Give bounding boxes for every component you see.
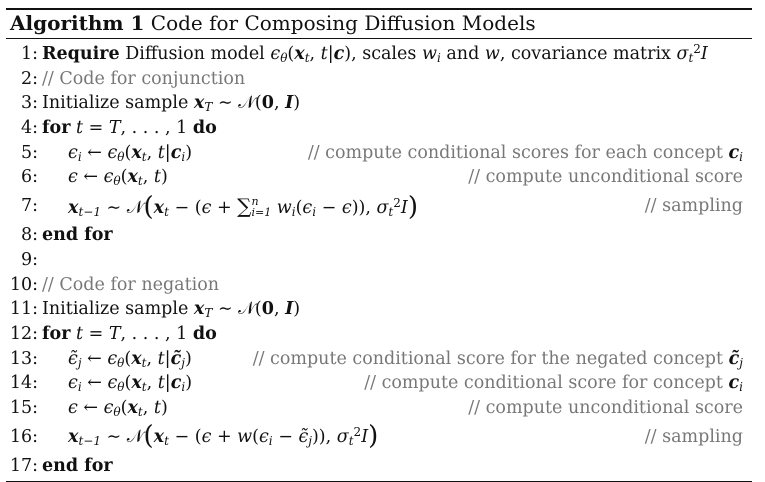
line-content: $\epsilon_i$ ← $\epsilon_\theta(x_t$, $t|c_i$) (68, 373, 193, 395)
require-scales: , scales (351, 44, 417, 64)
algo-line-1 (6, 42, 752, 67)
algo-line-11 (6, 297, 752, 322)
line-number: 9: (20, 249, 38, 270)
line-content: for t = T, . . . , 1 do (42, 323, 217, 344)
algo-line-15 (6, 396, 752, 421)
line-content: ϵ ← $\epsilon_\theta(x_t$, t) (68, 397, 168, 419)
require-text: Diffusion model (125, 44, 265, 64)
require-cov: , covariance matrix (499, 44, 671, 64)
line-number: 12: (9, 323, 38, 344)
comment: // compute conditional score for concept $c_i$ (364, 373, 743, 395)
comment: // Code for conjunction (42, 68, 246, 89)
algo-line-9 (6, 248, 752, 273)
algorithm-caption: Code for Composing Diffusion Models (150, 11, 536, 35)
line-content: ϵ ← $\epsilon_\theta(x_t$, t) (68, 167, 168, 189)
end-for-keyword: end for (42, 225, 113, 246)
line-number: 13: (9, 348, 38, 369)
line-content (42, 223, 113, 248)
algo-line-6 (6, 165, 752, 190)
algo-line-12 (6, 322, 752, 347)
require-and: and (446, 44, 480, 64)
algo-line-3 (6, 91, 752, 116)
line-number: 11: (9, 299, 38, 320)
algo-line-14 (6, 371, 752, 396)
algorithm-title (6, 10, 752, 38)
line-content: $x_{t-1}$ ∼ $𝒩(x_t - (\epsilon + w(\epsilon_i$ − $\epsiloñ_j$)), $\sigma_t^2I$) (68, 420, 379, 451)
line-content: Initialize sample $x_T$ ∼ 𝒩(0, I) (42, 93, 301, 115)
comment: // compute unconditional score (468, 397, 743, 418)
algo-line-16 (6, 421, 752, 454)
comment: // sampling (644, 196, 743, 217)
line-content (42, 67, 245, 92)
algo-line-8 (6, 223, 752, 248)
for-keyword: for (42, 323, 71, 344)
algo-line-7 (6, 190, 752, 223)
line-content: $x_{t-1}$ ∼ $𝒩(x_t - (\epsilon$ + ∑ n i=1 $w_i(\epsilon_i - \epsilon)$), $\sigma_t^2I$) (68, 192, 418, 223)
end-for-keyword: end for (42, 455, 113, 476)
line-number: 2: (20, 68, 38, 89)
do-keyword: do (192, 118, 217, 139)
line-number: 4: (20, 118, 38, 139)
line-number: 6: (20, 167, 38, 188)
init-text: Initialize sample (42, 299, 189, 320)
algorithm-block (6, 8, 752, 482)
algo-line-2 (6, 67, 752, 92)
algorithm-label: Algorithm 1 (10, 11, 145, 35)
for-keyword: for (42, 118, 71, 139)
comment: // Code for negation (42, 274, 220, 295)
line-number: 8: (20, 225, 38, 246)
comment: // sampling (644, 426, 743, 447)
line-number: 7: (20, 196, 38, 217)
line-number: 17: (9, 455, 38, 476)
line-content: $\epsilon_i$ ← $\epsilon_\theta(x_t$, $t|c_i$) (68, 142, 193, 164)
algorithm-lines (6, 39, 752, 481)
line-number: 3: (20, 93, 38, 114)
line-number: 5: (20, 142, 38, 163)
comment: // compute conditional score for the negated concept $c̃_j$ (252, 348, 743, 370)
line-content: Initialize sample $x_T$ ∼ 𝒩(0, I) (42, 299, 301, 321)
comment: // compute conditional scores for each concept $c_i$ (307, 142, 743, 164)
algo-line-10 (6, 273, 752, 298)
comment: // compute unconditional score (468, 167, 743, 188)
require-keyword: Require (42, 44, 120, 64)
do-keyword: do (192, 323, 217, 344)
line-number: 16: (9, 426, 38, 447)
algo-line-5 (6, 141, 752, 166)
init-text: Initialize sample (42, 93, 189, 114)
algo-line-17 (6, 454, 752, 479)
line-content: Require Diffusion model $\epsilon_\theta(x_t$, t|c), scales $w_i$ and w, covariance matrix $\sigma_t^2I$ (42, 42, 708, 65)
line-content: for t = T, . . . , 1 do (42, 118, 217, 139)
line-number: 10: (9, 274, 38, 295)
line-content (42, 273, 219, 298)
algo-line-4 (6, 116, 752, 141)
algo-line-13 (6, 347, 752, 372)
line-content: $\epsiloñ_j$ ← $\epsilon_\theta(x_t$, $t|c̃_j$) (68, 348, 192, 370)
line-content (42, 454, 113, 479)
line-number: 14: (9, 373, 38, 394)
line-number: 1: (20, 44, 38, 64)
line-number: 15: (9, 397, 38, 418)
